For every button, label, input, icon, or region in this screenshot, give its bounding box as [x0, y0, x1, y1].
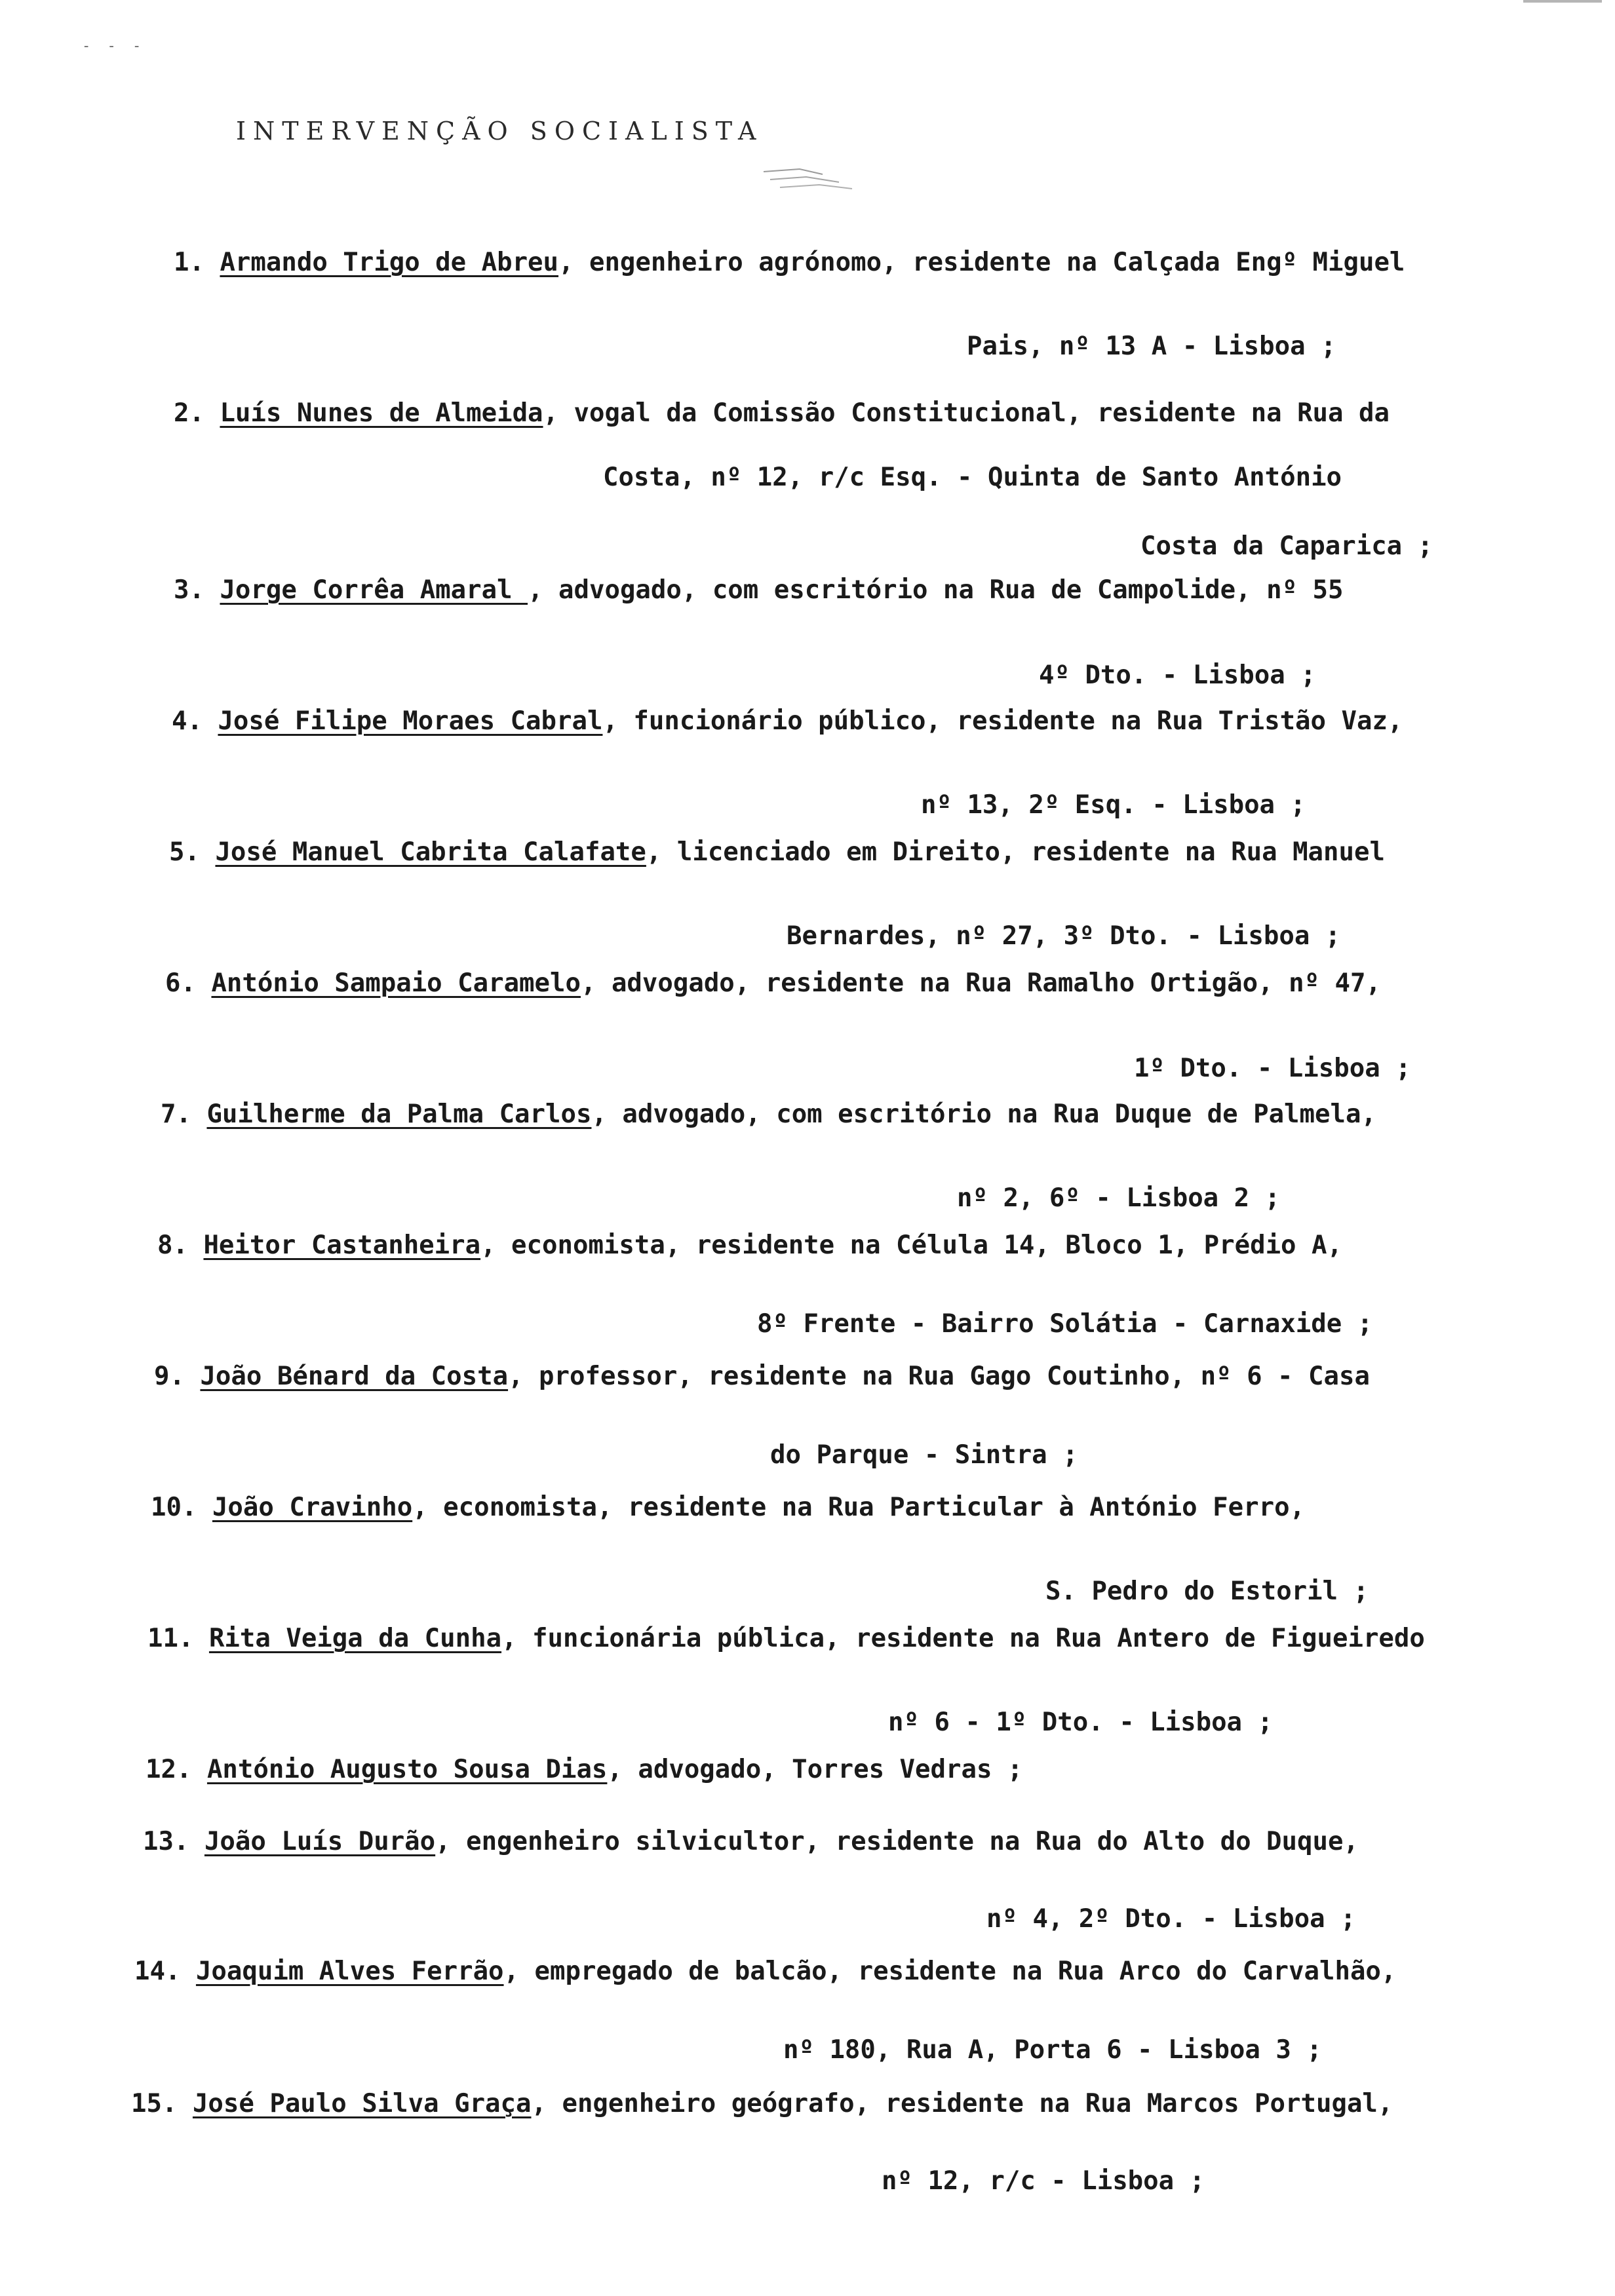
entry-description: , advogado, com escritório na Rua Duque de Palmela,	[591, 1100, 1376, 1129]
person-name: João Bénard da Costa	[200, 1362, 509, 1391]
entry-description: , vogal da Comissão Constitucional, residente na Rua da	[543, 398, 1390, 428]
entry-description: , economista, residente na Célula 14, Bloco 1, Prédio A,	[480, 1231, 1342, 1260]
entry-first-line	[154, 1361, 1370, 1392]
entry-first-line	[143, 1826, 1359, 1858]
entry-address-line: nº 6 - 1º Dto. - Lisboa ;	[888, 1708, 1273, 1737]
entry-address-line: Pais, nº 13 A - Lisboa ;	[967, 332, 1336, 361]
corner-marks: - - -	[82, 38, 146, 54]
entry-description: , engenheiro geógrafo, residente na Rua Marcos Portugal,	[531, 2089, 1393, 2118]
entry-number: 7.	[161, 1100, 191, 1129]
entry-first-line	[147, 1623, 1425, 1655]
entry-number: 5.	[169, 837, 200, 867]
entry-number: 8.	[157, 1231, 188, 1260]
entry-address-line: Bernardes, nº 27, 3º Dto. - Lisboa ;	[787, 921, 1341, 951]
entry-address-line: S. Pedro do Estoril ;	[1045, 1577, 1369, 1606]
entry-number: 11.	[147, 1624, 194, 1653]
person-name: Heitor Castanheira	[203, 1231, 481, 1260]
entry-first-line	[161, 1099, 1376, 1130]
person-name: Rita Veiga da Cunha	[208, 1624, 502, 1653]
person-name: José Manuel Cabrita Calafate	[215, 837, 646, 867]
entry-description: , funcionária pública, residente na Rua Antero de Figueiredo	[501, 1624, 1425, 1653]
entry-address-line: nº 4, 2º Dto. - Lisboa ;	[986, 1904, 1356, 1934]
entry-address-line: Costa, nº 12, r/c Esq. - Quinta de Santo António	[603, 463, 1342, 492]
person-name: António Augusto Sousa Dias	[206, 1755, 608, 1784]
entry-number: 4.	[172, 706, 203, 736]
entry-first-line	[146, 1754, 1022, 1786]
entry-address-line: do Parque - Sintra ;	[770, 1440, 1078, 1470]
entry-description: , advogado, residente na Rua Ramalho Ortigão, nº 47,	[580, 968, 1381, 998]
entry-first-line	[157, 1230, 1342, 1261]
entry-address-line: 8º Frente - Bairro Solátia - Carnaxide ;	[757, 1309, 1373, 1339]
entry-description: , advogado, Torres Vedras ;	[607, 1755, 1023, 1784]
entry-description: , professor, residente na Rua Gago Coutinho, nº 6 - Casa	[508, 1362, 1370, 1391]
entry-first-line	[172, 706, 1403, 737]
entry-first-line	[151, 1492, 1305, 1523]
entry-description: , advogado, com escritório na Rua de Campolide, nº 55	[528, 575, 1344, 605]
entry-number: 14.	[134, 1957, 181, 1986]
entry-first-line	[134, 1956, 1396, 1987]
entry-first-line	[169, 837, 1385, 868]
person-name: Jorge Corrêa Amaral	[220, 575, 528, 605]
entry-address-line: Costa da Caparica ;	[1140, 531, 1433, 561]
corner-rule	[1523, 0, 1602, 3]
entry-description: , funcionário público, residente na Rua Tristão Vaz,	[602, 706, 1403, 736]
person-name: José Filipe Moraes Cabral	[218, 706, 603, 736]
person-name: Joaquim Alves Ferrão	[195, 1957, 504, 1986]
entry-first-line	[165, 968, 1381, 999]
ink-smudge	[760, 163, 859, 194]
entry-first-line	[131, 2088, 1393, 2120]
entry-number: 1.	[174, 248, 204, 277]
person-name: Guilherme da Palma Carlos	[206, 1100, 592, 1129]
entry-first-line	[174, 247, 1405, 278]
entry-address-line: 4º Dto. - Lisboa ;	[1039, 660, 1316, 690]
entry-number: 9.	[154, 1362, 185, 1391]
entry-number: 3.	[174, 575, 204, 605]
person-name: Luís Nunes de Almeida	[220, 398, 543, 428]
entry-number: 15.	[131, 2089, 178, 2118]
entry-number: 2.	[174, 398, 204, 428]
entry-description: , empregado de balcão, residente na Rua Arco do Carvalhão,	[503, 1957, 1397, 1986]
entry-number: 10.	[151, 1493, 197, 1522]
person-name: Armando Trigo de Abreu	[220, 248, 559, 277]
entry-address-line: nº 180, Rua A, Porta 6 - Lisboa 3 ;	[783, 2035, 1322, 2065]
entry-description: , licenciado em Direito, residente na Rua Manuel	[646, 837, 1385, 867]
entry-address-line: nº 12, r/c - Lisboa ;	[882, 2166, 1205, 2196]
entry-number: 13.	[143, 1827, 189, 1856]
person-name: João Cravinho	[212, 1493, 413, 1522]
entry-description: , economista, residente na Rua Particular à António Ferro,	[412, 1493, 1306, 1522]
person-name: António Sampaio Caramelo	[211, 968, 581, 998]
entry-address-line: 1º Dto. - Lisboa ;	[1134, 1054, 1411, 1083]
person-name: José Paulo Silva Graça	[192, 2089, 532, 2118]
entry-address-line: nº 13, 2º Esq. - Lisboa ;	[921, 790, 1306, 820]
entry-address-line: nº 2, 6º - Lisboa 2 ;	[957, 1183, 1281, 1213]
entry-first-line	[174, 575, 1344, 606]
entry-number: 6.	[165, 968, 196, 998]
entry-description: , engenheiro silvicultor, residente na Rua do Alto do Duque,	[435, 1827, 1359, 1856]
entry-number: 12.	[146, 1755, 192, 1784]
entry-first-line	[174, 398, 1390, 429]
page-title: INTERVENÇÃO SOCIALISTA	[236, 117, 764, 145]
person-name: João Luís Durão	[204, 1827, 436, 1856]
entry-description: , engenheiro agrónomo, residente na Calçada Engº Miguel	[558, 248, 1405, 277]
